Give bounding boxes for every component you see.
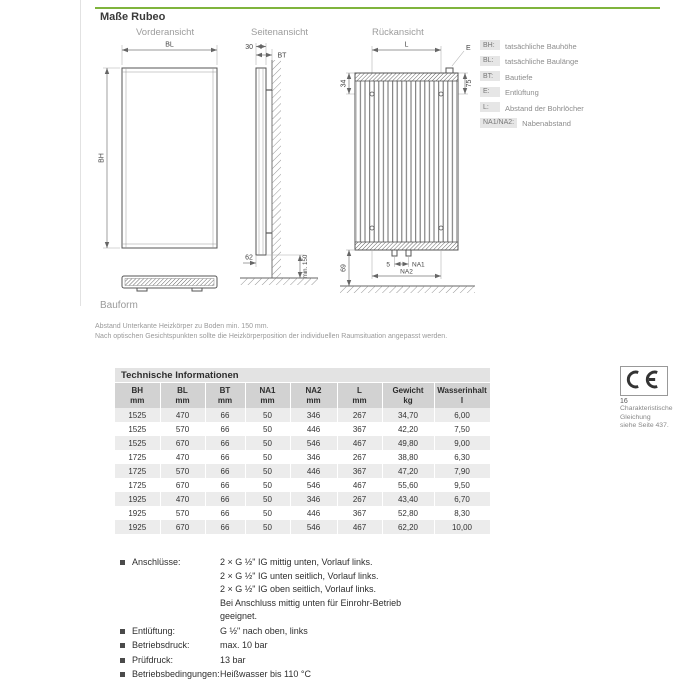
table-cell: 50 (245, 436, 290, 450)
table-cell: 570 (160, 506, 205, 520)
bullet-square-icon (120, 658, 125, 663)
column-header: L mm (337, 383, 382, 408)
bullet-square-icon (120, 672, 125, 677)
dim-label-5: 5 (386, 261, 390, 269)
table-cell: 1525 (115, 408, 160, 422)
bh-dimension (99, 68, 121, 248)
accent-line (95, 7, 660, 9)
column-header: Gewicht kg (382, 383, 434, 408)
note-line-2: Nach optischen Gesichtspunkten sollte die Heizkörperposition der individuellen Raumsituation angepasst werden. (95, 332, 448, 340)
spec-row (120, 654, 550, 668)
spec-row (120, 639, 550, 653)
table-cell: 446 (290, 464, 337, 478)
table-cell: 446 (290, 422, 337, 436)
table-cell: 66 (205, 422, 245, 436)
table-cell: 50 (245, 422, 290, 436)
table-cell: 50 (245, 492, 290, 506)
legend-key: BH: (480, 40, 500, 50)
table-cell: 546 (290, 436, 337, 450)
table-cell: 6,70 (434, 492, 490, 506)
legend-item (480, 87, 675, 98)
table-cell: 367 (337, 422, 382, 436)
dim-label-e: E (466, 45, 471, 52)
legend-key: L: (480, 102, 500, 112)
table-row (115, 408, 490, 422)
table-cell: 367 (337, 464, 382, 478)
table-cell: 9,50 (434, 478, 490, 492)
table-row (115, 520, 490, 534)
e-vent (446, 45, 471, 73)
bullet-square-icon (120, 629, 125, 634)
table-cell: 1925 (115, 520, 160, 534)
table-cell: 50 (245, 408, 290, 422)
table-cell: 1925 (115, 506, 160, 520)
table-cell: 1525 (115, 436, 160, 450)
spec-label: Prüfdruck: (132, 654, 174, 665)
legend (480, 40, 675, 133)
front-view-drawing (95, 38, 235, 303)
technical-info-table (115, 368, 490, 534)
dim-label-na1: NA1 (412, 261, 425, 269)
legend-key: BT: (480, 71, 500, 81)
legend-key: E: (480, 87, 500, 97)
data-table (115, 383, 491, 534)
dim-62 (243, 255, 256, 268)
table-cell: 467 (337, 436, 382, 450)
dim-label-na2: NA2 (400, 268, 413, 276)
table-cell: 66 (205, 478, 245, 492)
table-cell: 1725 (115, 478, 160, 492)
specs-list (120, 556, 550, 683)
column-header: BH mm (115, 383, 160, 408)
table-cell: 470 (160, 450, 205, 464)
table-cell: 50 (245, 520, 290, 534)
dim-label-69: 69 (340, 264, 348, 272)
page-title: Maße Rubeo (100, 11, 166, 23)
radiator-plan-view (122, 276, 217, 291)
table-cell: 50 (245, 450, 290, 464)
table-title: Technische Informationen (115, 368, 490, 383)
view-label-vorderansicht: Vorderansicht (136, 27, 195, 38)
spec-values (220, 625, 438, 639)
dim-label-75: 75 (466, 79, 473, 88)
table-body (115, 408, 490, 534)
table-cell: 38,80 (382, 450, 434, 464)
table-cell: 66 (205, 450, 245, 464)
ce-note-line-2: siehe Seite 437. (620, 422, 669, 429)
spec-values (220, 654, 438, 668)
legend-key: NA1/NA2: (480, 118, 517, 128)
table-row (115, 478, 490, 492)
table-cell: 670 (160, 520, 205, 534)
table-cell: 346 (290, 492, 337, 506)
table-cell: 346 (290, 408, 337, 422)
spec-row (120, 625, 550, 639)
table-cell: 267 (337, 492, 382, 506)
view-label-rueckansicht: Rückansicht (372, 27, 424, 38)
table-row (115, 436, 490, 450)
ce-mark-icon (620, 366, 668, 396)
table-cell: 7,90 (434, 464, 490, 478)
dim-label-min150: min. 150 (302, 254, 309, 279)
table-cell: 1525 (115, 422, 160, 436)
dim-69 (341, 250, 356, 286)
table-cell: 6,00 (434, 408, 490, 422)
table-cell: 49,80 (382, 436, 434, 450)
column-header: BL mm (160, 383, 205, 408)
spec-values (220, 639, 438, 653)
spec-value: 2 × G ½" IG mittig unten, Vorlauf links. (220, 557, 373, 567)
dim-label-bl: BL (165, 41, 174, 49)
table-cell: 10,00 (434, 520, 490, 534)
table-row (115, 464, 490, 478)
table-cell: 346 (290, 450, 337, 464)
table-cell: 670 (160, 478, 205, 492)
table-cell: 66 (205, 408, 245, 422)
column-divider-line (80, 0, 81, 306)
table-cell: 43,40 (382, 492, 434, 506)
table-cell: 1725 (115, 464, 160, 478)
table-cell: 66 (205, 506, 245, 520)
legend-text: tatsächliche Bauhöhe (505, 41, 577, 51)
column-header: Wasserinhalt l (434, 383, 490, 408)
table-cell: 470 (160, 408, 205, 422)
side-view-drawing (240, 38, 325, 303)
bottom-connections (392, 250, 411, 256)
table-cell: 62,20 (382, 520, 434, 534)
table-cell: 367 (337, 506, 382, 520)
spec-values (220, 668, 438, 682)
spec-values (220, 556, 438, 624)
legend-key: BL: (480, 56, 500, 66)
bl-dimension (122, 42, 217, 66)
side-top-dimensions (245, 43, 289, 65)
legend-text: Bautiefe (505, 72, 533, 82)
table-cell: 267 (337, 408, 382, 422)
table-cell: 6,30 (434, 450, 490, 464)
table-cell: 570 (160, 422, 205, 436)
table-cell: 546 (290, 478, 337, 492)
column-header: NA1 mm (245, 383, 290, 408)
table-cell: 52,80 (382, 506, 434, 520)
legend-text: Abstand der Bohrlöcher (505, 103, 584, 113)
table-cell: 467 (337, 478, 382, 492)
spec-row (120, 668, 550, 682)
table-cell: 66 (205, 464, 245, 478)
note-line-1: Abstand Unterkante Heizkörper zu Boden min. 150 mm. (95, 323, 269, 330)
floor-rear (340, 286, 475, 293)
legend-item (480, 118, 675, 129)
radiator-side-body (256, 68, 272, 255)
table-cell: 570 (160, 464, 205, 478)
table-cell: 1925 (115, 492, 160, 506)
legend-item (480, 56, 675, 67)
table-cell: 50 (245, 506, 290, 520)
table-cell: 470 (160, 492, 205, 506)
table-cell: 42,20 (382, 422, 434, 436)
spec-value: G ½" nach oben, links (220, 625, 308, 636)
notes (95, 322, 670, 341)
spec-value: 2 × G ½" IG oben seitlich, Vorlauf links. (220, 584, 377, 594)
spec-value: 2 × G ½" IG unten seitlich, Vorlauf links. (220, 570, 379, 581)
table-cell: 1725 (115, 450, 160, 464)
dim-label-bt: BT (277, 52, 287, 60)
table-cell: 66 (205, 436, 245, 450)
spec-label: Entlüftung: (132, 625, 176, 636)
table-row (115, 422, 490, 436)
ce-area (620, 366, 698, 431)
table-cell: 546 (290, 520, 337, 534)
bauform-label: Bauform (100, 300, 138, 311)
column-header: BT mm (205, 383, 245, 408)
radiator-front-body (122, 68, 217, 248)
table-cell: 66 (205, 520, 245, 534)
spec-value: Bei Anschluss mittig unten für Einrohr-Betrieb geeignet. (220, 597, 402, 621)
table-row (115, 492, 490, 506)
spec-row (120, 556, 550, 624)
table-cell: 9,00 (434, 436, 490, 450)
ce-note-line-1: Charakteristische Gleichung (620, 405, 673, 421)
table-cell: 670 (160, 436, 205, 450)
bullet-square-icon (120, 643, 125, 648)
rear-view-drawing (340, 38, 475, 300)
na1-dimension (386, 256, 425, 269)
table-cell: 34,70 (382, 408, 434, 422)
legend-text: tatsächliche Baulänge (505, 57, 579, 66)
spec-value: Heißwasser bis 110 °C (220, 669, 311, 679)
table-cell: 8,30 (434, 506, 490, 520)
legend-text: Nabenabstand (522, 119, 571, 128)
dim-label-62: 62 (245, 254, 253, 262)
column-header: NA2 mm (290, 383, 337, 408)
table-cell: 267 (337, 450, 382, 464)
legend-text: Entlüftung (505, 88, 539, 97)
table-header-row (115, 383, 490, 408)
legend-item (480, 71, 675, 82)
radiator-rear-body (355, 73, 458, 250)
spec-value: 13 bar (220, 654, 246, 665)
legend-item (480, 40, 675, 51)
table-cell: 50 (245, 478, 290, 492)
table-row (115, 506, 490, 520)
dim-label-34: 34 (340, 79, 348, 88)
dim-label-l: L (404, 41, 409, 49)
bullet-square-icon (120, 560, 125, 565)
view-label-seitenansicht: Seitenansicht (251, 27, 309, 38)
table-cell: 50 (245, 464, 290, 478)
table-row (115, 450, 490, 464)
table-cell: 55,60 (382, 478, 434, 492)
table-cell: 66 (205, 492, 245, 506)
table-cell: 467 (337, 520, 382, 534)
table-cell: 446 (290, 506, 337, 520)
legend-item (480, 102, 675, 113)
dim-label-30: 30 (245, 44, 253, 51)
spec-label: Betriebsbedingungen: (132, 669, 220, 679)
spec-value: max. 10 bar (220, 640, 268, 650)
spec-label: Anschlüsse: (132, 557, 181, 567)
wall (272, 60, 281, 278)
ce-number: 16 (620, 398, 628, 405)
table-cell: 47,20 (382, 464, 434, 478)
dim-label-bh: BH (98, 153, 106, 163)
table-cell: 7,50 (434, 422, 490, 436)
spec-label: Betriebsdruck: (132, 640, 190, 650)
